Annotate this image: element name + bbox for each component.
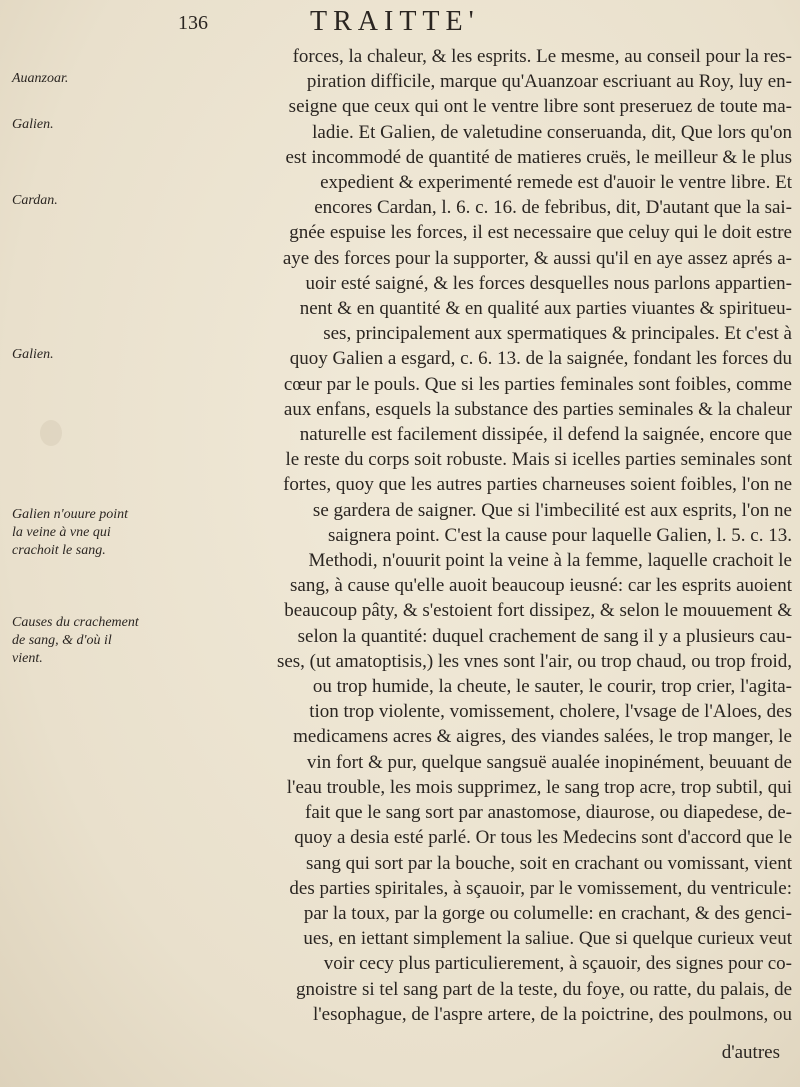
text-line: l'esophague, de l'aspre artere, de la poictrine, des poulmons, ou: [312, 1003, 792, 1025]
text-line: gnée espuise les forces, il est necessaire que celuy qui le doit estre: [289, 222, 792, 244]
page-header: [160, 6, 760, 40]
text-line: l'eau trouble, les mois supprimez, le sang trop acre, trop subtil, qui: [286, 776, 792, 798]
text-line: cœur par le pouls. Que si les parties feminales sont foibles, comme: [283, 373, 792, 395]
text-line: fortes, quoy que les autres parties charneuses soient foibles, l'on ne: [283, 474, 792, 496]
text-line: gnoistre si tel sang part de la teste, du foye, ou ratte, du palais, de: [296, 978, 792, 1000]
text-line: selon la quantité: duquel crachement de sang il y a plusieurs cau-: [297, 625, 792, 647]
text-line: ses, principalement aux spermatiques & principales. Et c'est à: [323, 323, 792, 345]
text-line: quoy a desia esté parlé. Or tous les Medecins sont d'accord que le: [294, 827, 792, 849]
text-line: ou trop humide, la cheute, le sauter, le courir, trop crier, l'agita-: [312, 676, 792, 698]
margin-note-causes: Causes du crachement de sang, & d'où il vient.: [12, 615, 139, 666]
text-line: par la toux, par la gorge ou columelle: en crachant, & des genci-: [303, 902, 792, 924]
margin-note-galien-1: Galien.: [12, 117, 54, 132]
margin-notes: [12, 0, 152, 1087]
text-line: beaucoup pâty, & s'estoient fort dissipez, & selon le mouuement &: [284, 600, 792, 622]
text-line: sang, à cause qu'elle auoit beaucoup ieusné: car les esprits auoient: [290, 575, 792, 597]
text-line: le reste du corps soit robuste. Mais si icelles parties seminales sont: [285, 449, 792, 471]
text-line: quoy Galien a esgard, c. 6. 13. de la saignée, fondant les forces du: [289, 348, 792, 370]
text-line: ues, en iettant simplement la saliue. Que si quelque curieux veut: [303, 928, 792, 950]
running-title: TRAITTE': [310, 6, 480, 37]
text-line: vin fort & pur, quelque sangsuë aualée inopinément, beuuant de: [306, 751, 792, 773]
text-line: sang qui sort par la bouche, soit en crachant ou vomissant, vient: [306, 852, 792, 874]
text-line: se gardera de saigner. Que si l'imbecilité est aux esprits, l'on ne: [312, 499, 792, 521]
text-line: encores Cardan, l. 6. c. 16. de febribus, dit, D'autant que la sai-: [314, 197, 792, 219]
text-line: uoir esté saigné, & les forces desquelles nous parlons appartien-: [305, 272, 792, 294]
text-line: voir cecy plus particulierement, à sçauoir, des signes pour co-: [323, 953, 792, 975]
text-line: forces, la chaleur, & les esprits. Le mesme, au conseil pour la res-: [292, 46, 792, 67]
text-line: ses, (ut amatoptisis,) les vnes sont l'air, ou trop chaud, ou trop froid,: [276, 650, 792, 672]
text-line: aye des forces pour la supporter, & aussi qu'il en aye assez aprés a-: [282, 247, 792, 269]
text-line: tion trop violente, vomissement, cholere, l'vsage de l'Aloes, des: [309, 701, 792, 723]
text-line: des parties spiritales, à sçauoir, par le vomissement, du ventricule:: [289, 877, 792, 899]
body-text: [172, 44, 792, 1027]
text-line: est incommodé de quantité de matieres cruës, le meilleur & le plus: [285, 146, 792, 168]
catchword: d'autres: [721, 1042, 780, 1063]
text-line: expedient & experimenté remede est d'auoir le ventre libre. Et: [320, 172, 792, 194]
margin-note-galien-saignee: Galien n'ouure point la veine à vne qui crachoit le sang.: [12, 507, 129, 558]
text-line: aux enfans, esquels la substance des parties seminales & la chaleur: [283, 398, 792, 420]
paper-stain: [40, 420, 62, 446]
text-line: Methodi, n'ouurit point la veine à la femme, laquelle crachoit le: [308, 550, 792, 572]
text-line: seigne que ceux qui ont le ventre libre sont preseruez de toute ma-: [288, 96, 792, 118]
margin-note-galien-2: Galien.: [12, 347, 54, 362]
text-line: naturelle est facilement dissipée, il defend la saignée, encore que: [299, 424, 792, 446]
text-line: nent & en quantité & en qualité aux parties viuantes & spiritueu-: [299, 298, 792, 320]
folio-number: 136: [178, 12, 208, 34]
text-line: medicamens acres & aigres, des viandes salées, le trop manger, le: [293, 726, 792, 748]
margin-note-auanzoar: Auanzoar.: [12, 71, 69, 86]
margin-note-cardan: Cardan.: [12, 193, 58, 208]
text-line: fait que le sang sort par anastomose, diaurose, ou diapedese, de-: [305, 802, 792, 824]
text-line: saignera point. C'est la cause pour laquelle Galien, l. 5. c. 13.: [327, 524, 792, 546]
text-line: ladie. Et Galien, de valetudine conseruanda, dit, Que lors qu'on: [312, 121, 792, 143]
text-line: piration difficile, marque qu'Auanzoar escriuant au Roy, luy en-: [306, 71, 792, 93]
